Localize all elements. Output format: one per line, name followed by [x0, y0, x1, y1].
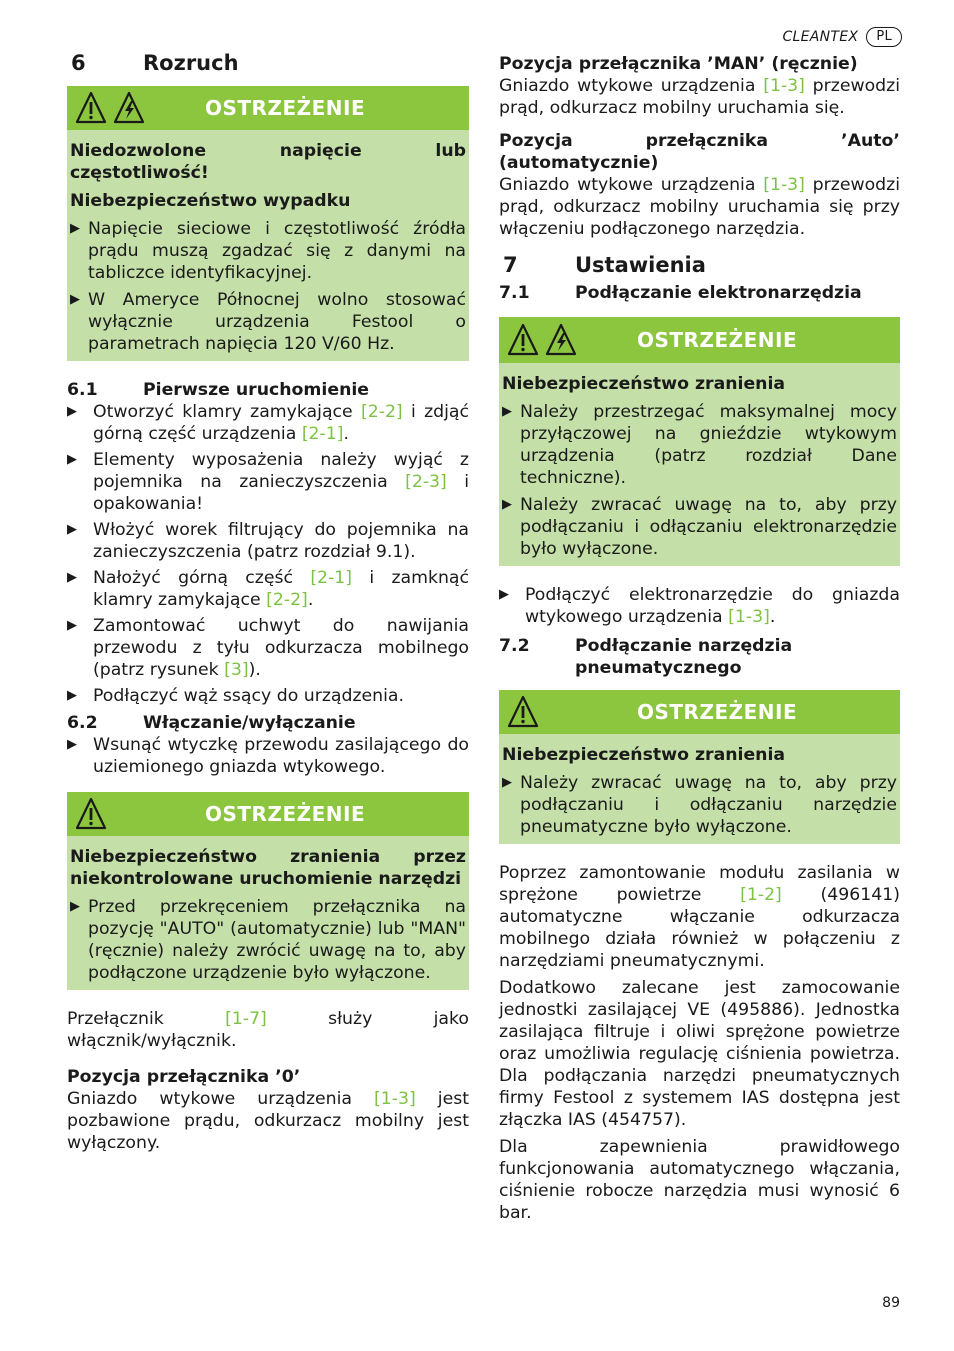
list-item: ▶ Zamontować uchwyt do nawijania przewodu z tyłu odkurzacza mobilnego (patrz rysunek [3]).: [67, 616, 469, 680]
warning-header: [499, 317, 900, 363]
section-7-2-heading: 7.2 Podłączanie narzędzia pneumatycznego: [499, 636, 793, 678]
position-0-title: Pozycja przełącznika ’0’: [67, 1067, 301, 1087]
warning-body: [499, 734, 900, 844]
bullet-arrow-icon: ▶: [502, 497, 512, 512]
position-auto-text: Gniazdo wtykowe urządzenia [1-3] przewodzi prąd, odkurzacz mobilny uruchamia się przy włączeniu podłączonego narzędzia.: [499, 175, 900, 239]
warning-body: [499, 363, 900, 566]
switching-list: [67, 734, 469, 778]
bullet-arrow-icon: ▶: [67, 452, 77, 467]
bullet-arrow-icon: ▶: [499, 587, 509, 602]
warning-triangle-icon: [75, 91, 107, 125]
bullet-arrow-icon: ▶: [67, 570, 77, 585]
warning-bullet: ▶ Przed przekręceniem przełącznika na pozycję "AUTO" (automatycznie) lub "MAN" (ręcznie) należy zwrócić uwagę na to, aby podłączone urządzenie było wyłączone.: [70, 897, 466, 983]
page-number: 89: [882, 1295, 900, 1311]
figure-reference: [1-3]: [763, 175, 805, 195]
pneumatic-paragraph-2: Dodatkowo zalecane jest zamocowanie jednostki zasilającej VE (495886). Jednostka zasilająca filtruje i oliwi sprężone powietrze oraz umożliwia regulację ciśnienia powietrza. Dla podłączania narzędzi pneumatycznych firmy Festool z systemem IAS dostępna jest złączka IAS (454757).: [499, 978, 900, 1130]
pneumatic-paragraph-1: Poprzez zamontowanie modułu zasilania w sprężone powietrze [1-2] (496141) automatyczne włączanie odkurzacza mobilnego działa również w połączeniu z narzędziami pneumatycznymi.: [499, 863, 900, 971]
list-item: ▶ Elementy wyposażenia należy wyjąć z pojemnika na zanieczyszczenia [2-3] i opakowania!: [67, 450, 469, 514]
position-man-text: Gniazdo wtykowe urządzenia [1-3] przewodzi prąd, odkurzacz mobilny uruchamia się.: [499, 76, 900, 118]
bullet-arrow-icon: ▶: [70, 899, 80, 914]
warning-title: OSTRZEŻENIE: [205, 96, 366, 120]
warning-header: [67, 792, 469, 836]
pneumatic-paragraph-3: Dla zapewnienia prawidłowego funkcjonowania automatycznego włączania, ciśnienie robocze narzędzia musi wynosić 6 bar.: [499, 1137, 900, 1223]
power-tool-list: [499, 584, 900, 628]
warning-bullet: ▶ Należy przestrzegać maksymalnej mocy przyłączowej na gnieździe wtykowym urządzenia (patrz rozdział Dane techniczne).: [502, 402, 897, 488]
list-item: ▶ Włożyć worek filtrujący do pojemnika na zanieczyszczenia (patrz rozdział 9.1).: [67, 520, 469, 562]
section-7-heading: 7 Ustawienia: [503, 253, 706, 277]
section-6-1-heading: 6.1 Pierwsze uruchomienie: [67, 380, 370, 400]
section-number: 6: [71, 51, 86, 75]
figure-reference: [1-3]: [763, 76, 805, 96]
warning-hazard: Niedozwolone napięcie lub częstotliwość!: [70, 141, 466, 183]
warning-header: [499, 690, 900, 734]
figure-reference: [2-2]: [266, 590, 308, 610]
switch-paragraph: Przełącznik [1-7] służy jako włącznik/wyłącznik.: [67, 1009, 469, 1051]
bullet-arrow-icon: ▶: [502, 775, 512, 790]
figure-reference: [2-1]: [301, 424, 344, 444]
figure-reference: [2-1]: [310, 568, 353, 588]
warning-bullet: ▶ W Ameryce Północnej wolno stosować wyłącznie urządzenia Festool o parametrach napięcia 120 V/60 Hz.: [70, 290, 466, 354]
bullet-arrow-icon: ▶: [67, 404, 77, 419]
warning-box-voltage: [67, 86, 469, 361]
first-startup-list: [67, 401, 469, 707]
language-badge: PL: [866, 27, 902, 47]
section-6-heading: [67, 50, 469, 76]
warning-bullet: ▶ Należy zwracać uwagę na to, aby przy podłączaniu i odłączaniu elektronarzędzie było wyłączone.: [502, 495, 897, 559]
list-item: ▶ Wsunąć wtyczkę przewodu zasilającego do uziemionego gniazda wtykowego.: [67, 735, 469, 777]
brand-name: CLEANTEX: [782, 29, 859, 45]
figure-reference: [2-3]: [405, 472, 447, 492]
figure-reference: [2-2]: [360, 402, 403, 422]
figure-reference: [1-3]: [728, 607, 770, 627]
electric-shock-icon: [113, 91, 145, 125]
electric-shock-icon: [545, 323, 577, 357]
right-column: [499, 50, 900, 1224]
bullet-arrow-icon: ▶: [67, 688, 77, 703]
section-title: Rozruch: [143, 51, 239, 75]
warning-body: [67, 836, 469, 990]
warning-triangle-icon: [507, 695, 539, 729]
bullet-arrow-icon: ▶: [67, 737, 77, 752]
warning-hazard: Niebezpieczeństwo zranienia przez niekontrolowane uruchomienie narzędzi: [70, 847, 466, 889]
list-item: ▶ Podłączyć wąż ssący do urządzenia.: [67, 686, 405, 706]
figure-reference: [3]: [224, 660, 249, 680]
bullet-arrow-icon: ▶: [70, 221, 80, 236]
bullet-arrow-icon: ▶: [67, 618, 77, 633]
list-item: ▶ Podłączyć elektronarzędzie do gniazda wtykowego urządzenia [1-3].: [499, 585, 900, 627]
warning-hazard: Niebezpieczeństwo zranienia: [502, 745, 786, 765]
position-auto-title: Pozycja przełącznika ’Auto’ (automatycznie): [499, 131, 900, 173]
warning-body: [67, 130, 469, 361]
position-man-title: Pozycja przełącznika ’MAN’ (ręcznie): [499, 54, 858, 74]
warning-triangle-icon: [75, 797, 107, 831]
warning-triangle-icon: [507, 323, 539, 357]
warning-title: OSTRZEŻENIE: [637, 328, 798, 352]
warning-header: [67, 86, 469, 130]
warning-title: OSTRZEŻENIE: [205, 802, 366, 826]
position-0-text: Gniazdo wtykowe urządzenia [1-3] jest pozbawione prądu, odkurzacz mobilny jest wyłączony.: [67, 1089, 469, 1153]
warning-title: OSTRZEŻENIE: [637, 700, 798, 724]
warning-consequence: Niebezpieczeństwo wypadku: [70, 191, 351, 211]
warning-bullet: ▶ Napięcie sieciowe i częstotliwość źródła prądu muszą zgadzać się z danymi na tabliczce identyfikacyjnej.: [70, 219, 466, 283]
list-item: ▶ Nałożyć górną część [2-1] i zamknąć klamry zamykające [2-2].: [67, 568, 469, 610]
section-6-2-heading: 6.2 Włączanie/wyłączanie: [67, 713, 356, 733]
bullet-arrow-icon: ▶: [67, 522, 77, 537]
page-header: [782, 26, 902, 48]
bullet-arrow-icon: ▶: [70, 292, 80, 307]
bullet-arrow-icon: ▶: [502, 404, 512, 419]
warning-bullet: ▶ Należy zwracać uwagę na to, aby przy podłączaniu i odłączaniu narzędzie pneumatyczne było wyłączone.: [502, 773, 897, 837]
figure-reference: [1-7]: [225, 1009, 267, 1029]
figure-reference: [1-3]: [374, 1089, 416, 1109]
section-7-1-heading: 7.1 Podłączanie elektronarzędzia: [499, 283, 862, 303]
left-column: [67, 50, 469, 1154]
figure-reference: [1-2]: [740, 885, 782, 905]
warning-hazard: Niebezpieczeństwo zranienia: [502, 374, 786, 394]
warning-box-uncontrolled-start: [67, 792, 469, 990]
warning-box-pneumatic: [499, 690, 900, 844]
list-item: ▶ Otworzyć klamry zamykające [2-2] i zdjąć górną część urządzenia [2-1].: [67, 402, 469, 444]
warning-box-power-tool: [499, 317, 900, 566]
